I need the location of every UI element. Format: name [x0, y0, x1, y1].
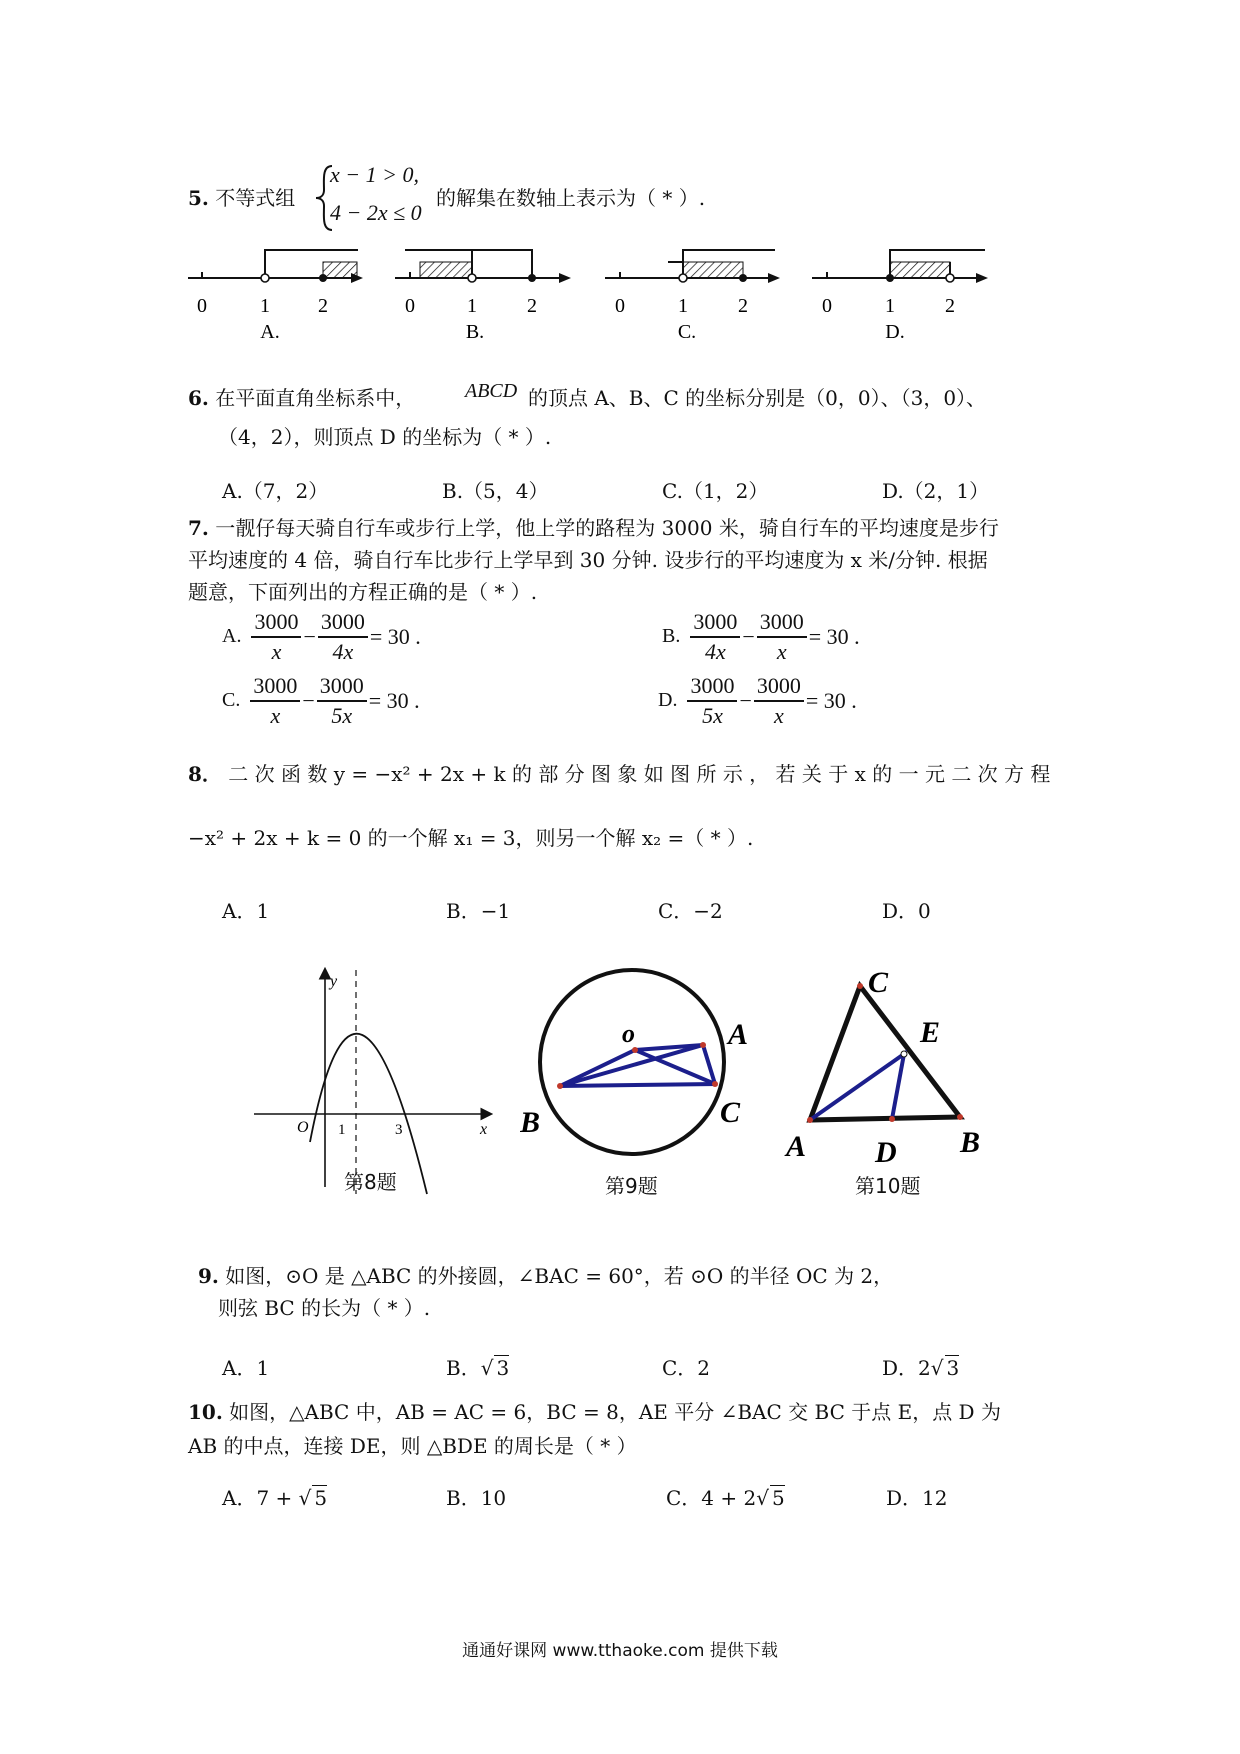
q5-d-tick-1: 1: [885, 295, 895, 317]
q7-b-label: B.: [662, 625, 681, 647]
q8-option-c[interactable]: C．−2: [658, 899, 723, 923]
fig10-label-b: B: [960, 1126, 981, 1159]
q5-option-d-label: D.: [885, 321, 905, 343]
fig10-triangle: [810, 986, 960, 1120]
q7-option-c[interactable]: [222, 672, 420, 729]
q8-option-a[interactable]: A．1: [222, 899, 270, 923]
q5-option-b-line[interactable]: [395, 250, 571, 343]
q7-a-frac-2: $\frac{3000}{4x}$: [318, 608, 368, 665]
q9-d-root-sign: √: [930, 1356, 944, 1380]
q5-a-tick-1: 1: [260, 295, 270, 317]
fig8-tick-1: 1: [338, 1122, 346, 1138]
fig8-y-label: y: [330, 973, 338, 990]
q8-text-1: 二 次 函 数 y = −x² + 2x + k 的 部 分 图 象 如 图 所 示 ， 若 关 于 x 的 一 元 二 次 方 程: [228, 762, 1051, 786]
q7-a-frac-1: $\frac{3000}{x}$: [251, 608, 301, 665]
q9-b-root-sign: √: [480, 1356, 494, 1380]
q7-c-frac-1: $\frac{3000}{x}$: [250, 672, 300, 729]
q7-b-minus: −: [742, 623, 755, 649]
q9-option-d[interactable]: [882, 1352, 959, 1381]
q6-option-c[interactable]: C.（1，2）: [662, 479, 769, 503]
q7-line-3: 题意，下面列出的方程正确的是（ * ）.: [188, 580, 538, 604]
q9-d-radicand: 3: [946, 1356, 960, 1380]
q10-line-2: AB 的中点，连接 DE，则 △BDE 的周长是（ * ）: [188, 1434, 637, 1458]
fig8-caption: 第8题: [344, 1170, 397, 1194]
q7-option-a[interactable]: [222, 608, 421, 665]
q10-c-root-sign: √: [756, 1486, 769, 1510]
q10-option-d[interactable]: D．12: [886, 1486, 948, 1510]
q8-line-1: [188, 762, 1050, 786]
q7-a-minus: −: [303, 623, 316, 649]
q9-option-a[interactable]: A．1: [222, 1356, 270, 1380]
q8-option-b[interactable]: B．−1: [446, 899, 511, 923]
q7-b-rhs: = 30 .: [808, 623, 860, 649]
q6-option-a[interactable]: A.（7，2）: [222, 479, 329, 503]
q6-option-b[interactable]: B.（5，4）: [442, 479, 549, 503]
q5-c-tick-0: 0: [615, 295, 625, 317]
fig10-label-e: E: [920, 1016, 941, 1049]
q10-c-radicand: 5: [771, 1486, 785, 1510]
q5-c-tick-1: 1: [678, 295, 688, 317]
q5-a-tick-2: 2: [318, 295, 328, 317]
q5-option-c-label: C.: [677, 321, 697, 343]
fig9-label-a: A: [728, 1018, 749, 1051]
q9-number: 9.: [198, 1264, 219, 1288]
q10-option-a[interactable]: [222, 1482, 327, 1511]
q7-a-rhs: = 30 .: [369, 623, 421, 649]
q10-number: 10.: [188, 1400, 223, 1424]
fig9-label-b: B: [520, 1106, 541, 1139]
fig10-label-d: D: [875, 1136, 897, 1169]
q6-number: 6.: [188, 386, 209, 410]
q5-d-tick-0: 0: [822, 295, 832, 317]
q5-c-tick-2: 2: [738, 295, 748, 317]
q5-suffix: 的解集在数轴上表示为（ * ）.: [436, 186, 706, 210]
q7-d-label: D.: [658, 689, 678, 711]
q7-line-2: 平均速度的 4 倍，骑自行车比步行上学早到 30 分钟. 设步行的平均速度为 x 米/分钟. 根据: [188, 548, 988, 572]
q7-c-label: C.: [222, 689, 241, 711]
q7-b-frac-2: $\frac{3000}{x}$: [757, 608, 807, 665]
q7-option-b[interactable]: [662, 608, 860, 665]
q7-line-1: [188, 516, 999, 540]
fig10-caption: 第10题: [855, 1174, 921, 1198]
q10-a-root-sign: √: [298, 1486, 312, 1510]
q7-d-frac-2: $\frac{3000}{x}$: [754, 672, 804, 729]
figure-9: [520, 962, 770, 1172]
fig10-label-c: C: [868, 966, 889, 999]
q7-text-1: 一靓仔每天骑自行车或步行上学，他上学的路程为 3000 米，骑自行车的平均速度是步行: [215, 516, 999, 540]
q7-c-minus: −: [302, 687, 315, 713]
q6-option-d[interactable]: D.（2，1）: [882, 479, 990, 503]
q6-text-a: 在平面直角坐标系中，: [215, 386, 416, 410]
q5-b-tick-2: 2: [527, 295, 537, 317]
q9-d-label: D．2: [882, 1356, 931, 1380]
q10-text-1: 如图，△ABC 中，AB = AC = 6，BC = 8，AE 平分 ∠BAC 交 BC 于点 E，点 D 为: [229, 1400, 1001, 1424]
q5-number-lines: [180, 236, 1040, 346]
q6-line-1: [188, 386, 415, 410]
fig8-origin-label: O: [297, 1119, 309, 1136]
q5-inequality-1: x − 1 > 0,: [330, 162, 419, 187]
q10-a-radicand: 5: [314, 1486, 328, 1510]
q9-option-c[interactable]: C．2: [662, 1356, 711, 1380]
q9-line-2: 则弦 BC 的长为（ * ）.: [218, 1296, 431, 1320]
q7-d-minus: −: [739, 687, 752, 713]
q8-option-d[interactable]: D．0: [882, 899, 931, 923]
fig8-x-label: x: [480, 1121, 488, 1138]
q5-number: 5.: [188, 186, 209, 210]
fig9-label-o: o: [622, 1019, 635, 1048]
q5-option-c-line[interactable]: [605, 250, 780, 343]
q7-d-frac-1: $\frac{3000}{5x}$: [687, 672, 737, 729]
q9-b-label: B．: [446, 1356, 481, 1380]
q9-b-radicand: 3: [496, 1356, 510, 1380]
q10-line-1: [188, 1400, 1001, 1424]
q9-line-1: [198, 1264, 893, 1288]
q5-inequality-2: 4 − 2x ≤ 0: [330, 200, 422, 225]
q10-option-c[interactable]: [666, 1482, 785, 1511]
fig9-caption: 第9题: [605, 1174, 658, 1198]
q5-b-tick-0: 0: [405, 295, 415, 317]
fig8-tick-3: 3: [395, 1122, 403, 1138]
q7-b-frac-1: $\frac{3000}{4x}$: [690, 608, 740, 665]
q6-shape: ABCD: [465, 380, 518, 402]
q10-c-label: C．4 + 2: [666, 1486, 757, 1510]
fig10-label-a: A: [786, 1130, 807, 1163]
q8-number: 8．: [188, 762, 222, 786]
q5-option-a-line[interactable]: [188, 250, 363, 343]
q10-a-label: A．7 +: [222, 1486, 299, 1510]
q5-option-b-label: B.: [465, 321, 485, 343]
fig9-label-c: C: [720, 1096, 741, 1129]
q5-b-tick-1: 1: [467, 295, 477, 317]
q7-a-label: A.: [222, 625, 242, 647]
q9-option-b[interactable]: [446, 1352, 509, 1381]
q6-text-b: 的顶点 A、B、C 的坐标分别是（0，0）、（3，0）、: [528, 386, 987, 410]
fig9-circle: [540, 970, 724, 1154]
q5-d-tick-2: 2: [945, 295, 955, 317]
q10-option-b[interactable]: B．10: [446, 1486, 507, 1510]
q7-c-frac-2: $\frac{3000}{5x}$: [317, 672, 367, 729]
figure-10: [780, 962, 1020, 1172]
q5-option-d-line[interactable]: [812, 250, 988, 343]
q8-line-2: −x² + 2x + k = 0 的一个解 x₁ = 3，则另一个解 x₂ =（ * ）.: [188, 826, 754, 850]
q7-d-rhs: = 30 .: [805, 687, 857, 713]
q5-line: [188, 186, 295, 210]
q5-option-a-label: A.: [260, 321, 280, 343]
q6-line-2: （4，2），则顶点 D 的坐标为（ * ）.: [218, 425, 552, 449]
q5-a-tick-0: 0: [197, 295, 207, 317]
page-footer: 通通好课网 www.tthaoke.com 提供下载: [462, 1641, 778, 1661]
q7-option-d[interactable]: [658, 672, 857, 729]
q7-number: 7.: [188, 516, 209, 540]
q9-text-1: 如图，⊙O 是 △ABC 的外接圆，∠BAC = 60°，若 ⊙O 的半径 OC 为 2，: [225, 1264, 894, 1288]
q5-prefix: 不等式组: [215, 186, 296, 210]
q7-c-rhs: = 30 .: [368, 687, 420, 713]
